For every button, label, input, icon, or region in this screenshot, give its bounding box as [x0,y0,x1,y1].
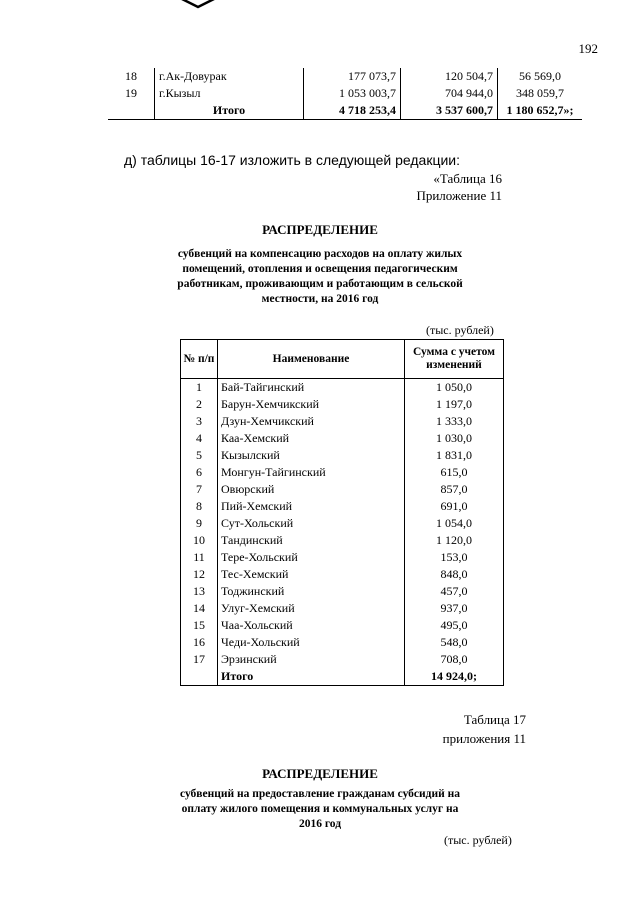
row-number: 5 [181,447,218,464]
table17-ref-line1: Таблица 17 [463,712,526,727]
row-name: Монгун-Тайгинский [218,464,405,481]
row-number: 11 [181,549,218,566]
table17-ref-line2: приложения 11 [442,731,526,746]
row-name: Тере-Хольский [218,549,405,566]
table-row [181,634,504,651]
row-name: Тес-Хемский [218,566,405,583]
row-number: 2 [181,396,218,413]
total-blank [108,102,155,120]
row-number: 8 [181,498,218,515]
row-number: 9 [181,515,218,532]
table16-ref-line1: «Таблица 16 [433,171,502,186]
row-name: Бай-Тайгинский [218,379,405,397]
table16-reference [416,170,502,204]
row-number: 18 [125,69,137,83]
row-value: 457,0 [405,583,504,600]
total-value-1: 4 718 253,4 [304,102,401,120]
total-value: 14 924,0; [405,668,504,686]
table-row [108,68,582,85]
total-label: Итого [218,668,405,686]
row-value: 1 333,0 [405,413,504,430]
row-value: 153,0 [405,549,504,566]
row-value: 848,0 [405,566,504,583]
row-value-1: 177 073,7 [304,68,401,85]
total-value-3: 1 180 652,7»; [498,102,583,120]
top-table [108,68,582,120]
row-value: 1 054,0 [405,515,504,532]
top-scan-mark [178,0,218,10]
total-row [108,102,582,120]
row-name: г.Ак-Довурак [155,68,304,85]
row-value: 1 197,0 [405,396,504,413]
header-name: Наименование [218,340,405,379]
row-value: 615,0 [405,464,504,481]
total-label: Итого [155,102,304,120]
header-num: № п/п [181,340,218,379]
total-row [181,668,504,686]
row-value: 857,0 [405,481,504,498]
row-name: Сут-Хольский [218,515,405,532]
table16 [180,339,504,686]
table-row [181,617,504,634]
row-value-2: 704 944,0 [401,85,498,102]
row-number: 19 [125,86,137,100]
row-value: 1 120,0 [405,532,504,549]
row-value: 1 050,0 [405,379,504,397]
table-row [181,379,504,397]
table-row [181,498,504,515]
row-value-1: 1 053 003,7 [304,85,401,102]
table17-units: (тыс. рублей) [444,833,512,847]
row-value: 548,0 [405,634,504,651]
table16-ref-line2: Приложение 11 [416,188,502,203]
table16-subtitle: субвенций на компенсацию расходов на оплату жилых помещений, отопления и освещения педагогическим работникам, проживающим и работающим в сельской местности, на 2016 год [177,248,463,305]
header-sum: Сумма с учетом изменений [405,340,504,379]
table-row [181,396,504,413]
table16-title: РАСПРЕДЕЛЕНИЕ [262,222,378,237]
row-name: Чеди-Хольский [218,634,405,651]
row-name: Дзун-Хемчикский [218,413,405,430]
table17-subtitle: субвенций на предоставление гражданам субсидий на оплату жилого помещения и коммунальных услуг на 2016 год [180,788,460,830]
table-row [181,515,504,532]
row-name: г.Кызыл [155,85,304,102]
row-name: Тандинский [218,532,405,549]
total-blank [181,668,218,686]
row-name: Пий-Хемский [218,498,405,515]
row-value-2: 120 504,7 [401,68,498,85]
row-value-3: 56 569,0 [498,68,583,85]
row-name: Улуг-Хемский [218,600,405,617]
table-row [181,651,504,668]
row-value-3: 348 059,7 [498,85,583,102]
row-number: 10 [181,532,218,549]
row-number: 12 [181,566,218,583]
table-row [181,447,504,464]
row-value: 495,0 [405,617,504,634]
row-number: 17 [181,651,218,668]
row-number: 7 [181,481,218,498]
row-number: 1 [181,379,218,397]
table-row [181,600,504,617]
table-row [181,532,504,549]
row-name: Барун-Хемчикский [218,396,405,413]
row-name: Эрзинский [218,651,405,668]
row-value: 1 831,0 [405,447,504,464]
row-number: 13 [181,583,218,600]
row-value: 1 030,0 [405,430,504,447]
table-row [181,481,504,498]
instruction-text: д) таблицы 16-17 изложить в следующей редакции: [124,152,461,168]
table-row [181,413,504,430]
row-number: 16 [181,634,218,651]
table17-title: РАСПРЕДЕЛЕНИЕ [262,766,378,781]
page-number: 192 [578,41,598,56]
row-name: Кызылский [218,447,405,464]
row-value: 937,0 [405,600,504,617]
row-number: 4 [181,430,218,447]
table-row [181,566,504,583]
table16-units: (тыс. рублей) [426,323,494,337]
table-row [181,549,504,566]
table-row [181,583,504,600]
row-name: Каа-Хемский [218,430,405,447]
table17-reference [443,710,526,748]
row-number: 14 [181,600,218,617]
table-row [181,430,504,447]
row-value: 691,0 [405,498,504,515]
row-name: Чаа-Хольский [218,617,405,634]
row-name: Тоджинский [218,583,405,600]
table-row [181,464,504,481]
row-name: Овюрский [218,481,405,498]
row-number: 6 [181,464,218,481]
row-number: 3 [181,413,218,430]
table-row [108,85,582,102]
row-value: 708,0 [405,651,504,668]
row-number: 15 [181,617,218,634]
total-value-2: 3 537 600,7 [401,102,498,120]
